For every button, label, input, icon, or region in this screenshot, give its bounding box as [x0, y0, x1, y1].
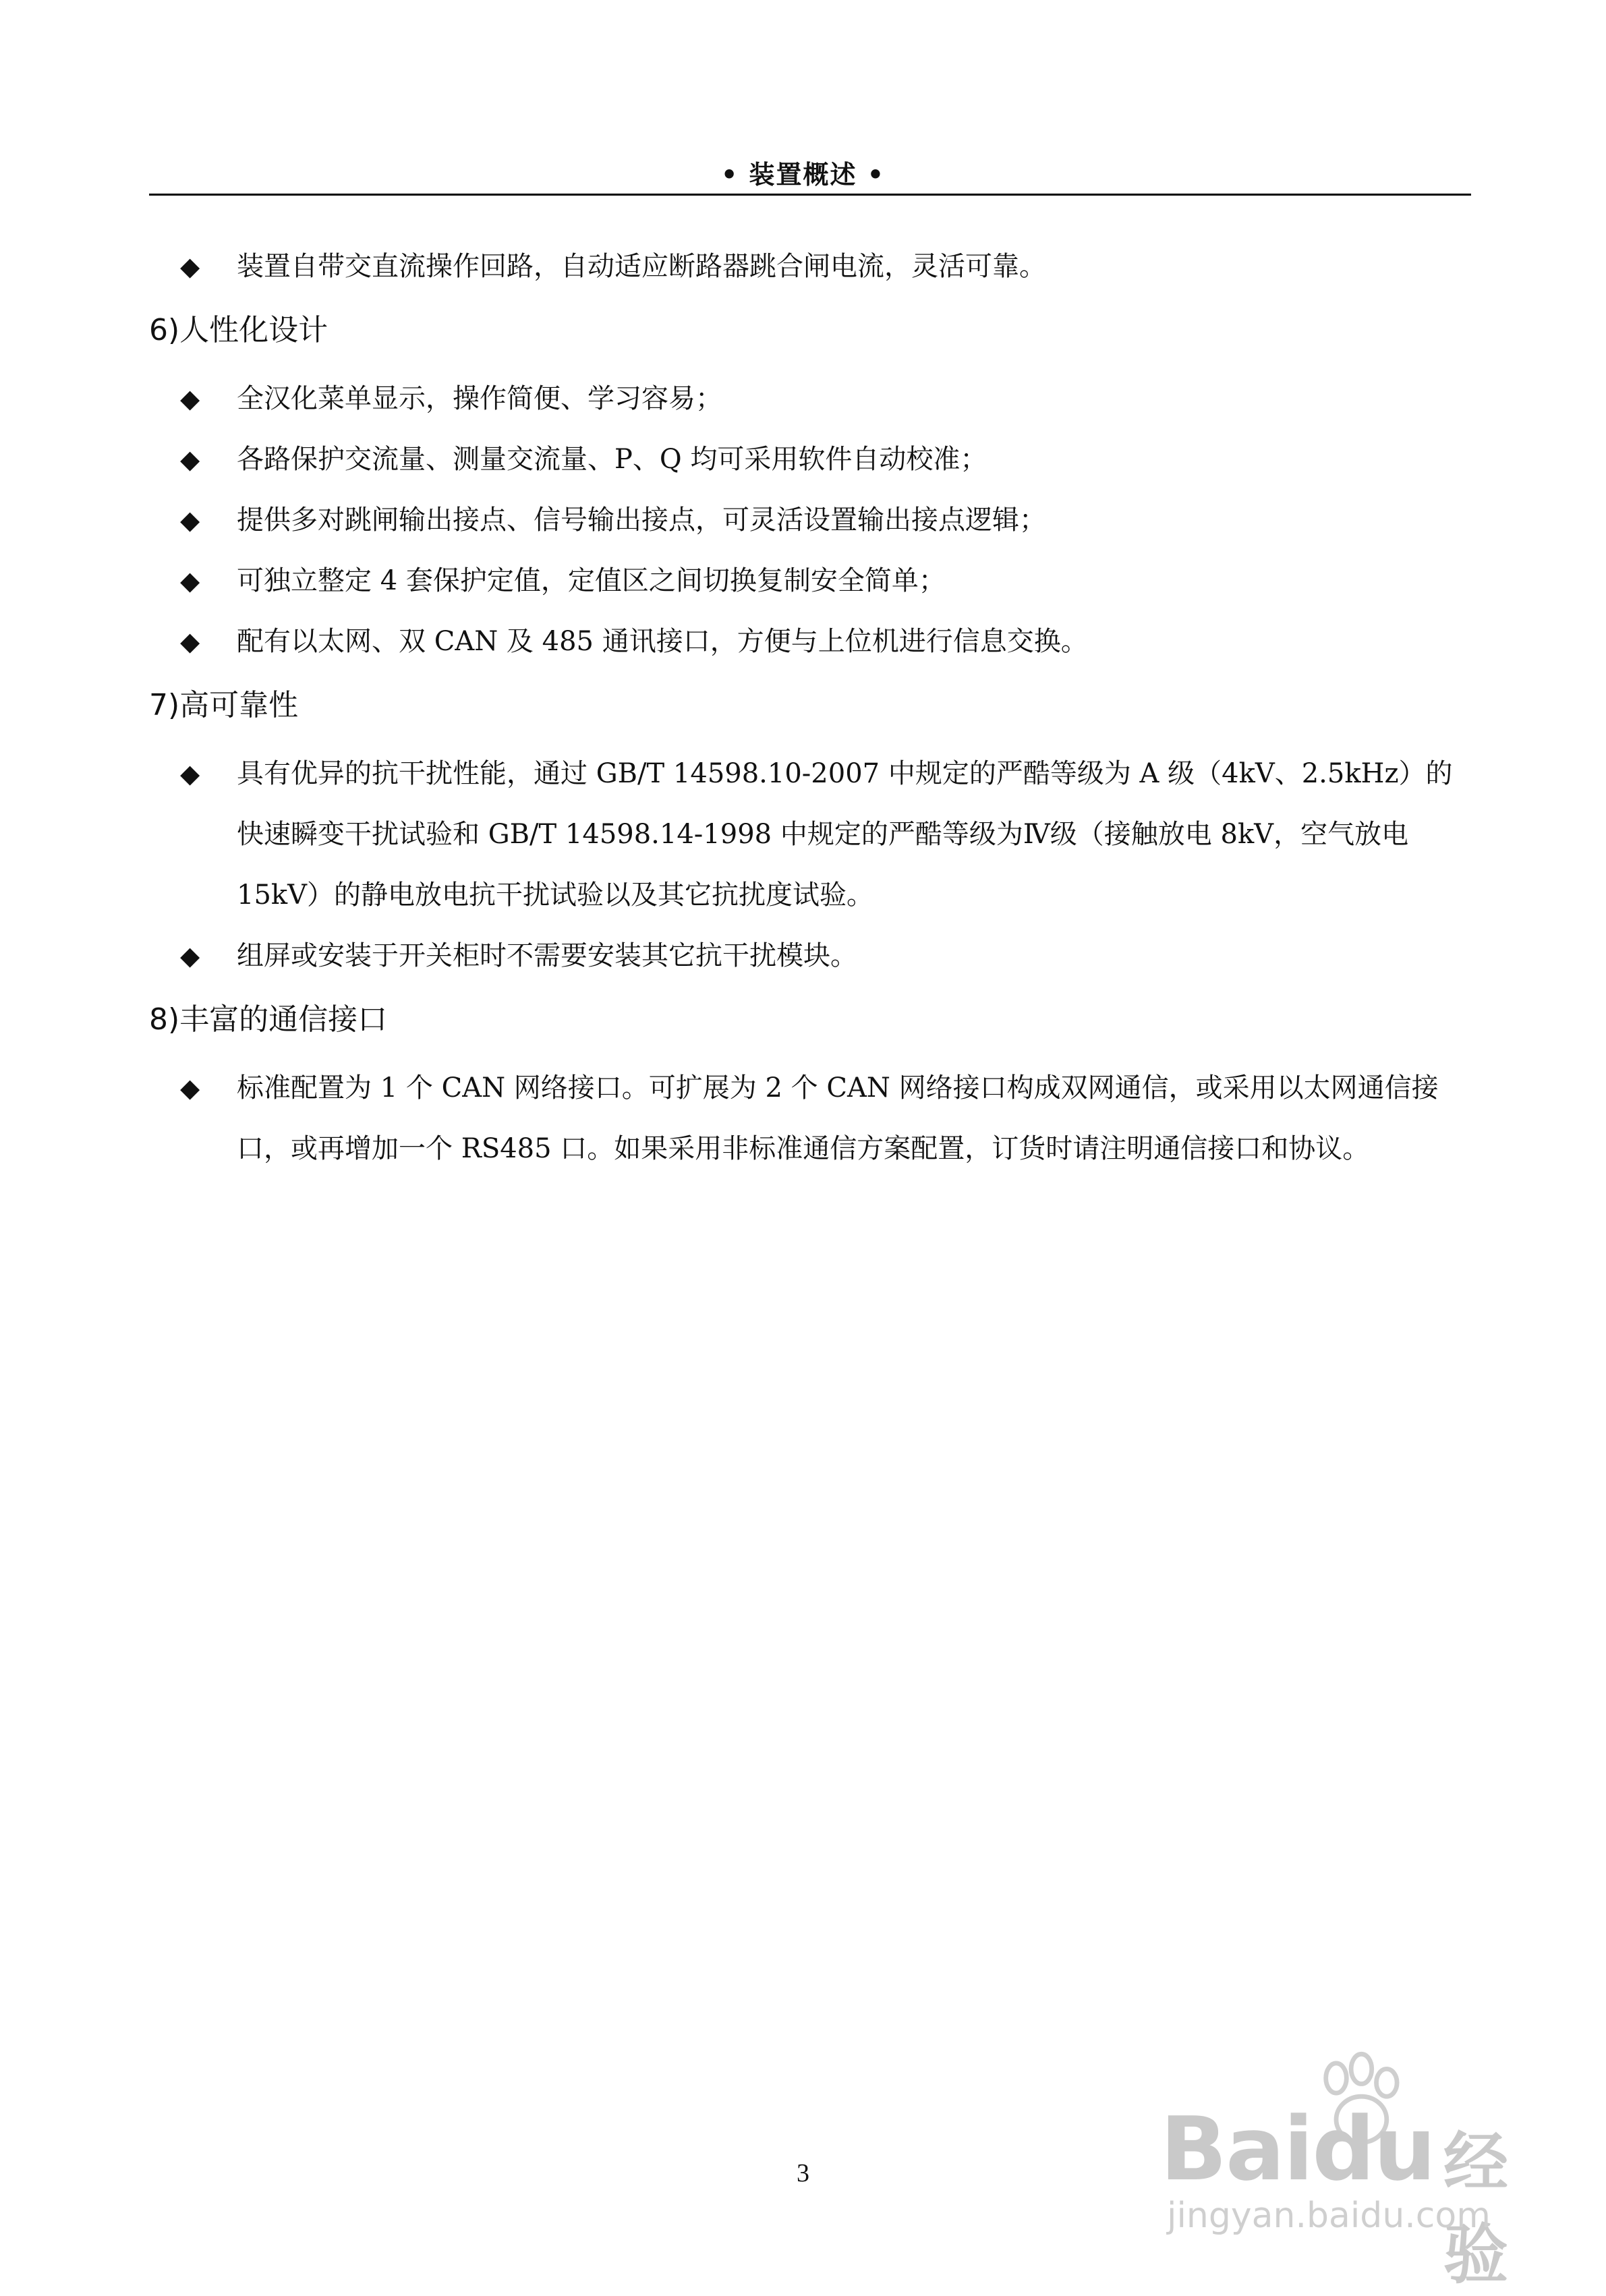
bullet-item	[149, 236, 1471, 297]
watermark-logo: Baidu	[1160, 2098, 1435, 2200]
baidu-jingyan-watermark	[1147, 2037, 1565, 2293]
section-heading: 6)人性化设计	[149, 313, 328, 347]
diamond-bullet-icon: ◆	[180, 759, 200, 788]
bullet-text: 全汉化菜单显示，操作简便、学习容易；	[237, 383, 722, 414]
bullet-item	[149, 490, 1471, 550]
bullet-item	[149, 925, 1471, 986]
header-divider	[149, 194, 1471, 196]
page-number: 3	[797, 2159, 809, 2187]
diamond-bullet-icon: ◆	[180, 252, 200, 281]
bullet-item	[149, 1058, 1471, 1179]
bullet-text: 装置自带交直流操作回路，自动适应断路器跳合闸电流，灵活可靠。	[237, 251, 1046, 282]
bullet-item	[149, 550, 1471, 611]
bullet-text: 具有优异的抗干扰性能，通过 GB/T 14598.10-2007 中规定的严酷等级为 A 级（4kV、2.5kHz）的快速瞬变干扰试验和 GB/T 14598.14-1998 中规定的严酷等级为Ⅳ级（接触放电 8kV，空气放电 15kV）的静电放电抗干扰试验以及其它抗扰度试验。	[237, 758, 1453, 911]
section-heading: 8)丰富的通信接口	[149, 1002, 388, 1037]
bullet-item	[149, 611, 1471, 672]
watermark-url: jingyan.baidu.com	[1167, 2195, 1491, 2236]
bullet-text: 标准配置为 1 个 CAN 网络接口。可扩展为 2 个 CAN 网络接口构成双网通信，或采用以太网通信接口，或再增加一个 RS485 口。如果采用非标准通信方案配置，订货时请注明通信接口和协议。	[237, 1072, 1439, 1164]
diamond-bullet-icon: ◆	[180, 505, 200, 535]
watermark-product: 经验	[1443, 2125, 1508, 2293]
document-body	[149, 236, 1471, 1179]
bullet-text: 可独立整定 4 套保护定值，定值区之间切换复制安全简单；	[237, 565, 946, 596]
diamond-bullet-icon: ◆	[180, 384, 200, 413]
diamond-bullet-icon: ◆	[180, 627, 200, 656]
bullet-text: 各路保护交流量、测量交流量、P、Q 均可采用软件自动校准；	[237, 444, 987, 475]
bullet-item	[149, 743, 1471, 925]
diamond-bullet-icon: ◆	[180, 566, 200, 596]
bullet-item	[149, 368, 1471, 429]
bullet-text: 提供多对跳闸输出接点、信号输出接点，可灵活设置输出接点逻辑；	[237, 505, 1046, 536]
diamond-bullet-icon: ◆	[180, 941, 200, 971]
diamond-bullet-icon: ◆	[180, 1073, 200, 1103]
bullet-text: 配有以太网、双 CAN 及 485 通讯接口，方便与上位机进行信息交换。	[237, 626, 1088, 657]
page-header-title: • 装置概述 •	[720, 160, 886, 190]
bullet-item	[149, 429, 1471, 490]
bullet-text: 组屏或安装于开关柜时不需要安装其它抗干扰模块。	[237, 940, 857, 971]
section-heading: 7)高可靠性	[149, 688, 299, 722]
diamond-bullet-icon: ◆	[180, 444, 200, 474]
